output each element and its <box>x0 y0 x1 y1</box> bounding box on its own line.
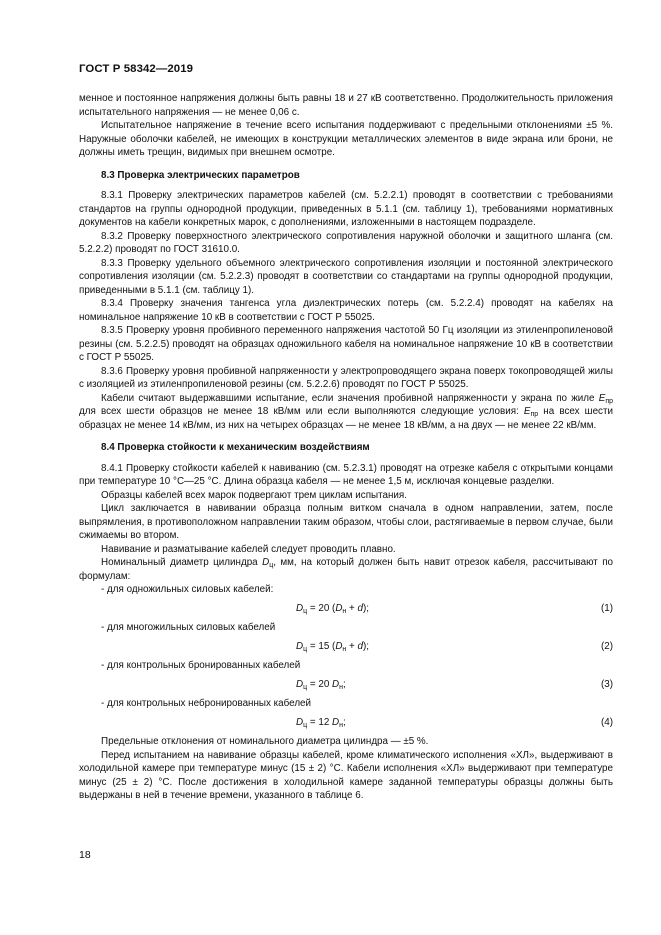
formula-case-3: - для контрольных бронированных кабелей <box>101 660 301 671</box>
paragraph: Перед испытанием на навивание образцы кабелей, кроме климатического исполнения «ХЛ», выдерживают в холодильной камере при температуре минус (15 ± 2) °С. Кабели исполнения «ХЛ» выдерживают при температуре минус (25 ± 2) °С. После достижения в холодильной камере заданной температуры образцы должны быть выдержаны в ней в течение времени, указанного в таблице 6. <box>79 749 613 801</box>
formula-expression: $D_ц = 20$ $(D_н + d)$; <box>296 602 370 615</box>
paragraph-8-3-4: 8.3.4 Проверку значения тангенса угла диэлектрических потерь (см. 5.2.2.4) проводят на кабелях на номинальное напряжение 10 кВ в соответствии с ГОСТ Р 55025. <box>79 298 613 323</box>
paragraph-8-3-1: 8.3.1 Проверку электрических параметров кабелей (см. 5.2.2.1) проводят в соответствии с требованиями стандартов на группы однородной продукции, приведенных в 5.1.1 (см. таблицу 1), требованиями нормативных документов на кабели конкретных марок, с дополнениями, изложенными в настоящем подразделе. <box>79 190 613 228</box>
formula-expression: $D_ц = 12$ $D_н$; <box>296 716 346 729</box>
symbol-d: D <box>262 557 270 568</box>
paragraph: Испытательное напряжение в течение всего испытания поддерживают с предельными отклонениями ±5 %. Наружные оболочки кабелей, не имеющих в конструкции металлических элементов в виде экрана или брони, не должны иметь трещин, видимых при внешнем осмотре. <box>79 120 613 158</box>
text-run: , мм, на который должен быть навит отрезок кабеля, рассчитывают по формулам: <box>79 557 613 582</box>
formula-number: (1) <box>600 602 613 614</box>
formula-number: (2) <box>600 640 613 652</box>
paragraph-8-3-3: 8.3.3 Проверку удельного объемного электрического сопротивления изоляции и постоянной электрического сопротивления изоляции (см. 5.2.2.3) проводят в соответствии со стандартами на группы однородной продукции, приведенными в 5.1.1 (см. таблицу 1). <box>79 257 613 296</box>
paragraph-diameter <box>79 556 613 583</box>
paragraph: Предельные отклонения от номинального диаметра цилиндра — ±5 %. <box>101 736 429 747</box>
text-run: для всех шести образцов не менее 18 кВ/мм или если выполняются следующие условия: <box>79 406 524 417</box>
symbol-e: E <box>523 406 531 417</box>
symbol-e-subscript: пр <box>530 411 539 418</box>
paragraph-8-3-6: 8.3.6 Проверку уровня пробивной напряженности у электропроводящего экрана поверх токопроводящей жилы с изоляцией из этиленпропиленовой резины (см. 5.2.2.6) проводят по ГОСТ Р 55025. <box>79 365 613 390</box>
section-heading-8-4: 8.4 Проверка стойкости к механическим воздействиям <box>101 442 370 453</box>
symbol-d-subscript: ц <box>269 562 274 569</box>
paragraph: Навивание и разматывание кабелей следует проводить плавно. <box>101 543 396 555</box>
paragraph-8-3-5: 8.3.5 Проверку уровня пробивного переменного напряжения частотой 50 Гц изоляции из этиленпропиленовой резины (см. 5.2.2.5) проводят на образцах одножильного кабеля на номинальное напряжение 10 кВ в соответствии с ГОСТ Р 55025. <box>79 325 613 363</box>
formula-expression: $D_ц = 15$ $(D_н + d)$; <box>296 640 370 653</box>
paragraph: Образцы кабелей всех марок подвергают трем циклам испытания. <box>101 489 408 501</box>
text-run: на всех шести образцах не менее 14 кВ/мм, из них на четырех образцах — не менее 18 кВ/мм, а на двух — не менее 22 кВ/мм. <box>79 406 613 431</box>
formula-expression: $D_ц = 20$ $D_н$; <box>296 678 346 691</box>
text-run: Кабели считают выдержавшими испытание, если значения пробивной напряженности у экрана по жиле <box>101 392 599 404</box>
page-number: 18 <box>79 849 91 861</box>
paragraph-8-4-1: 8.4.1 Проверку стойкости кабелей к навиванию (см. 5.2.3.1) проводят на отрезке кабеля с открытыми концами при температуре 10 °С—25 °С. Длина образца кабеля — не менее 1,5 м, исключая концевые разделки. <box>79 462 613 487</box>
formula-case-2: - для многожильных силовых кабелей <box>101 622 276 633</box>
formula-number: (4) <box>600 716 613 728</box>
document-body <box>79 92 613 803</box>
formula-3 <box>79 678 613 692</box>
symbol-e-subscript: пр <box>605 397 613 405</box>
formula-4 <box>79 716 613 730</box>
symbol-e: E <box>598 392 606 404</box>
paragraph-8-3-2: 8.3.2 Проверку поверхностного электрического сопротивления наружной оболочки и защитного шланга (см. 5.2.2.2) проводят по ГОСТ 31610.0. <box>79 230 613 255</box>
formula-2 <box>79 640 613 654</box>
formula-case-4: - для контрольных небронированных кабелей <box>101 698 312 709</box>
paragraph-acceptance <box>79 392 613 433</box>
document-header: ГОСТ Р 58342—2019 <box>79 63 194 75</box>
text-run: Номинальный диаметр цилиндра <box>101 557 263 568</box>
formula-1 <box>79 602 613 616</box>
formula-number: (3) <box>600 678 613 690</box>
section-heading-8-3: 8.3 Проверка электрических параметров <box>101 169 300 181</box>
paragraph: менное и постоянное напряжения должны быть равны 18 и 27 кВ соответственно. Продолжительность приложения испытательного напряжения — не менее 0,06 с. <box>79 93 613 118</box>
formula-case-1: - для одножильных силовых кабелей: <box>101 584 274 595</box>
paragraph: Цикл заключается в навивании образца полным витком сначала в одном направлении, затем, после выпрямления, в противоположном направлении таким образом, чтобы слои, растягиваемые в первом случае, были сжимаемы во втором. <box>79 503 613 541</box>
